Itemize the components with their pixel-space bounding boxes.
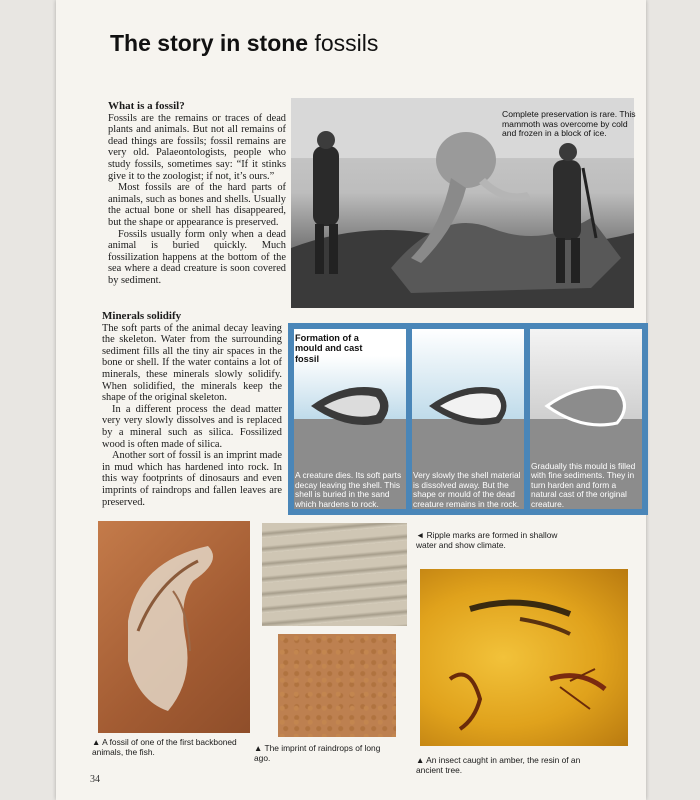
paragraph: Another sort of fossil is an imprint made in mud which has hardened into rock. In this way footprints of dinosaurs and even imprints of raindrops and fallen leaves are preserved. xyxy=(102,450,282,508)
fish-fossil-image xyxy=(98,521,250,733)
dissolving-shell-icon xyxy=(424,381,514,431)
amber-photo xyxy=(420,569,628,746)
mammoth-caption: Complete preservation is rare. This mammoth was overcome by cold and frozen in a block of ice. xyxy=(502,109,636,139)
paragraph: The soft parts of the animal decay leaving the skeleton. Water from the surrounding sediment fills all the tiny air spaces in the bone or shell. If the water contains a lot of minerals, these minerals slowly solidify. When solidified, the minerals keep the shape of the original skeleton. xyxy=(102,322,282,404)
raindrops-photo xyxy=(278,634,396,737)
title-bold: The story in stone xyxy=(110,30,309,56)
ripple-marks-photo xyxy=(262,523,407,626)
panel-step-2-text: Very slowly the shell material is dissolved away. But the shape or mould of the dead creature remains in the rock. xyxy=(413,470,521,509)
formation-panel-2 xyxy=(406,323,530,515)
shell-icon xyxy=(306,381,396,431)
page xyxy=(56,0,646,800)
insect-in-amber-image xyxy=(420,569,628,746)
paragraph: Most fossils are of the hard parts of animals, such as bones and shells. Usually the actual bone or shell has disappeared, but the shape or appearance is preserved. xyxy=(108,182,286,228)
page-number: 34 xyxy=(90,774,100,785)
ripple-caption: ◄ Ripple marks are formed in shallow water and show climate. xyxy=(416,530,558,550)
page-title xyxy=(110,30,378,57)
formation-panel-3 xyxy=(524,323,648,515)
section-heading: What is a fossil? xyxy=(108,100,185,112)
panel-heading: Formation of a mould and cast fossil xyxy=(295,333,363,364)
section-minerals-solidify xyxy=(102,311,282,508)
amber-caption: ▲ An insect caught in amber, the resin of an ancient tree. xyxy=(416,755,581,775)
formation-panel-1 xyxy=(288,323,412,515)
fish-caption: ▲ A fossil of one of the first backboned animals, the fish. xyxy=(92,737,237,757)
paragraph: In a different process the dead matter very very slowly dissolves and is replaced by a mineral such as silica. Fossilized wood is often made of silica. xyxy=(102,403,282,450)
paragraph: Fossils are the remains or traces of dead plants and animals. But not all remains of dead things are fossils; fossil remains are very old. Palaeontologists, people who study fossils, sometimes say: “If it stinks give it to the zoologist; if not, it’s ours.” xyxy=(108,112,286,182)
cast-mould-icon xyxy=(542,381,632,431)
title-light: fossils xyxy=(314,30,379,56)
panel-step-1-text: A creature dies. Its soft parts decay leaving the shell. This shell is buried in the sand which hardens to rock. xyxy=(295,470,402,509)
section-heading: Minerals solidify xyxy=(102,310,182,322)
paragraph: Fossils usually form only when a dead animal is buried quickly. Much fossilization happens at the bottom of the sea where a dead creature is soon covered by sediment. xyxy=(108,228,286,286)
raindrops-caption: ▲ The imprint of raindrops of long ago. xyxy=(254,743,381,763)
panel-step-3-text: Gradually this mould is filled with fine sediments. They in turn harden and form a natural cast of the original creature. xyxy=(531,460,636,509)
section-what-is-fossil xyxy=(108,101,286,287)
fish-fossil-photo xyxy=(98,521,250,733)
